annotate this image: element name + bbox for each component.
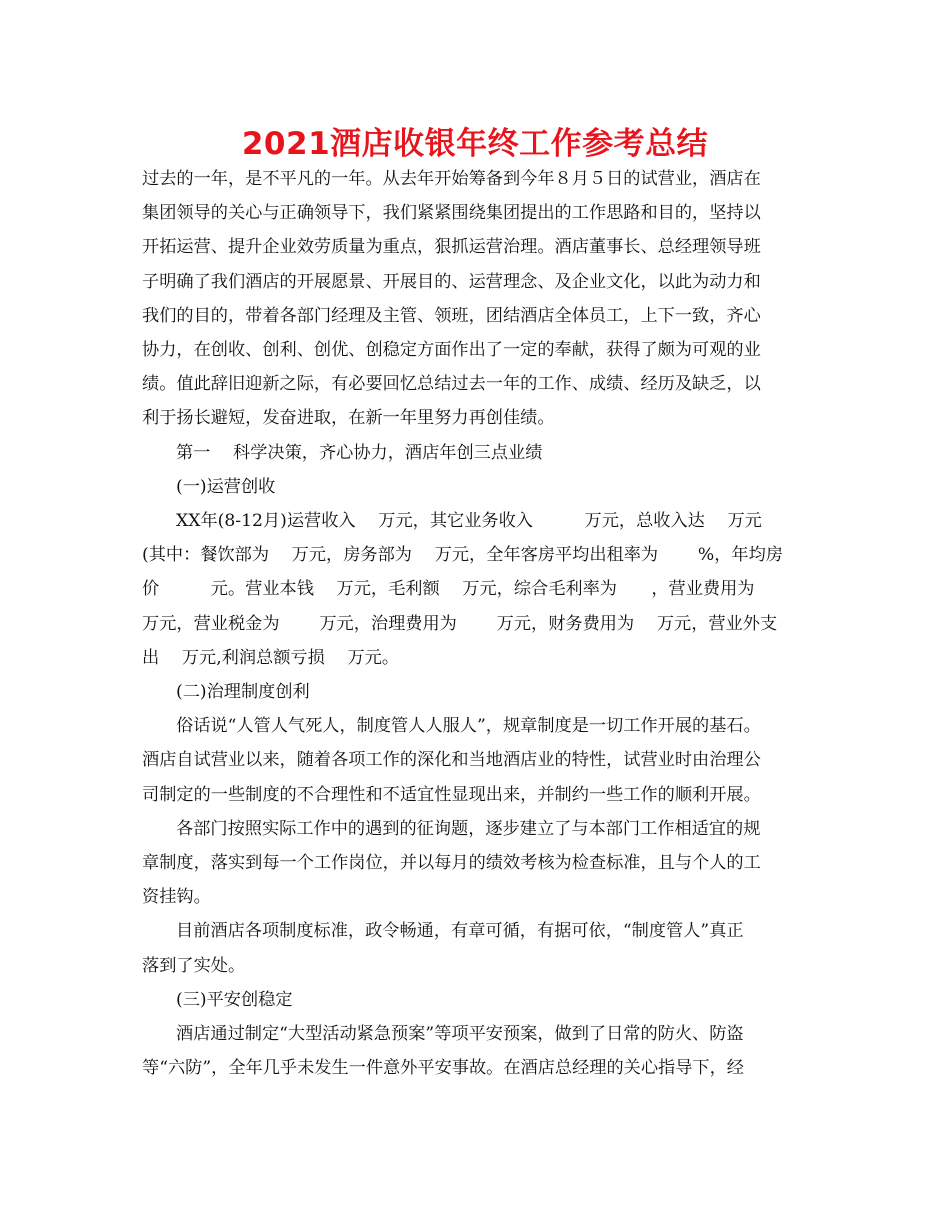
text-line: 开拓运营、提升企业效劳质量为重点，狠抓运营治理。酒店董事长、总经理领导班 <box>142 237 761 258</box>
text-line: 酒店自试营业以来，随着各项工作的深化和当地酒店业的特性，试营业时由治理公 <box>142 750 761 771</box>
text-line: 目前酒店各项制度标准，政令畅通，有章可循，有据可依，“制度管人”真正 <box>176 921 744 942</box>
paragraph-sub-3 <box>142 983 812 1017</box>
text-line: 利于扬长避短，发奋进取，在新一年里努力再创佳绩。 <box>142 408 555 429</box>
text-line: 我们的目的，带着各部门经理及主管、领班，团结酒店全体员工，上下一致，齐心 <box>142 305 761 326</box>
paragraph-section-1 <box>142 436 812 470</box>
paragraph-rules-3 <box>142 914 812 982</box>
text-line: 集团领导的关心与正确领导下，我们紧紧围绕集团提出的工作思路和目的，坚持以 <box>142 203 761 224</box>
paragraph-intro <box>142 162 812 436</box>
text-line: 酒店通过制定“大型活动紧急预案”等项平安预案，做到了日常的防火、防盗 <box>176 1024 744 1045</box>
text-line: 各部门按照实际工作中的遇到的征询题，逐步建立了与本部门工作相适宜的规 <box>176 818 761 839</box>
text-line: 价 元。营业本钱 万元，毛利额 万元，综合毛利率为 ，营业费用为 <box>142 579 755 600</box>
text-line: (其中：餐饮部为 万元，房务部为 万元，全年客房平均出租率为 %，年均房 <box>142 545 783 566</box>
text-line: 出 万元,利润总额亏损 万元。 <box>142 647 400 668</box>
paragraph-sub-2 <box>142 675 812 709</box>
text-line: XX年(8-12月)运营收入 万元，其它业务收入 万元，总收入达 万元 <box>176 511 762 532</box>
document-title: 2021酒店收银年终工作参考总结 <box>241 126 709 162</box>
text-line: 司制定的一些制度的不合理性和不适宜性显现出来，并制约一些工作的顺利开展。 <box>142 784 761 805</box>
document-body <box>142 162 812 1085</box>
paragraph-revenue <box>142 504 812 675</box>
text-line: (二)治理制度创利 <box>176 682 310 703</box>
text-line: 第一 科学决策，齐心协力，酒店年创三点业绩 <box>176 442 543 463</box>
paragraph-rules-2 <box>142 812 812 915</box>
text-line: 资挂钩。 <box>142 887 211 908</box>
paragraph-safety <box>142 1017 812 1085</box>
paragraph-rules-1 <box>142 709 812 812</box>
text-line: 落到了实处。 <box>142 955 246 976</box>
text-line: (三)平安创稳定 <box>176 989 293 1010</box>
text-line: 子明确了我们酒店的开展愿景、开展目的、运营理念、及企业文化，以此为动力和 <box>142 271 761 292</box>
text-line: 万元，营业税金为 万元，治理费用为 万元，财务费用为 万元，营业外支 <box>142 613 778 634</box>
text-line: 等“六防”，全年几乎未发生一件意外平安事故。在酒店总经理的关心指导下，经 <box>142 1058 744 1079</box>
text-line: 过去的一年，是不平凡的一年。从去年开始筹备到今年８月５日的试营业，酒店在 <box>142 169 761 189</box>
text-line: (一)运营创收 <box>176 476 276 497</box>
text-line: 章制度，落实到每一个工作岗位，并以每月的绩效考核为检查标准，且与个人的工 <box>142 853 761 874</box>
text-line: 协力，在创收、创利、创优、创稳定方面作出了一定的奉献，获得了颇为可观的业 <box>142 340 761 361</box>
text-line: 绩。值此辞旧迎新之际，有必要回忆总结过去一年的工作、成绩、经历及缺乏，以 <box>142 374 761 395</box>
paragraph-sub-1 <box>142 470 812 504</box>
text-line: 俗话说“人管人气死人，制度管人人服人”，规章制度是一切工作开展的基石。 <box>176 716 761 737</box>
